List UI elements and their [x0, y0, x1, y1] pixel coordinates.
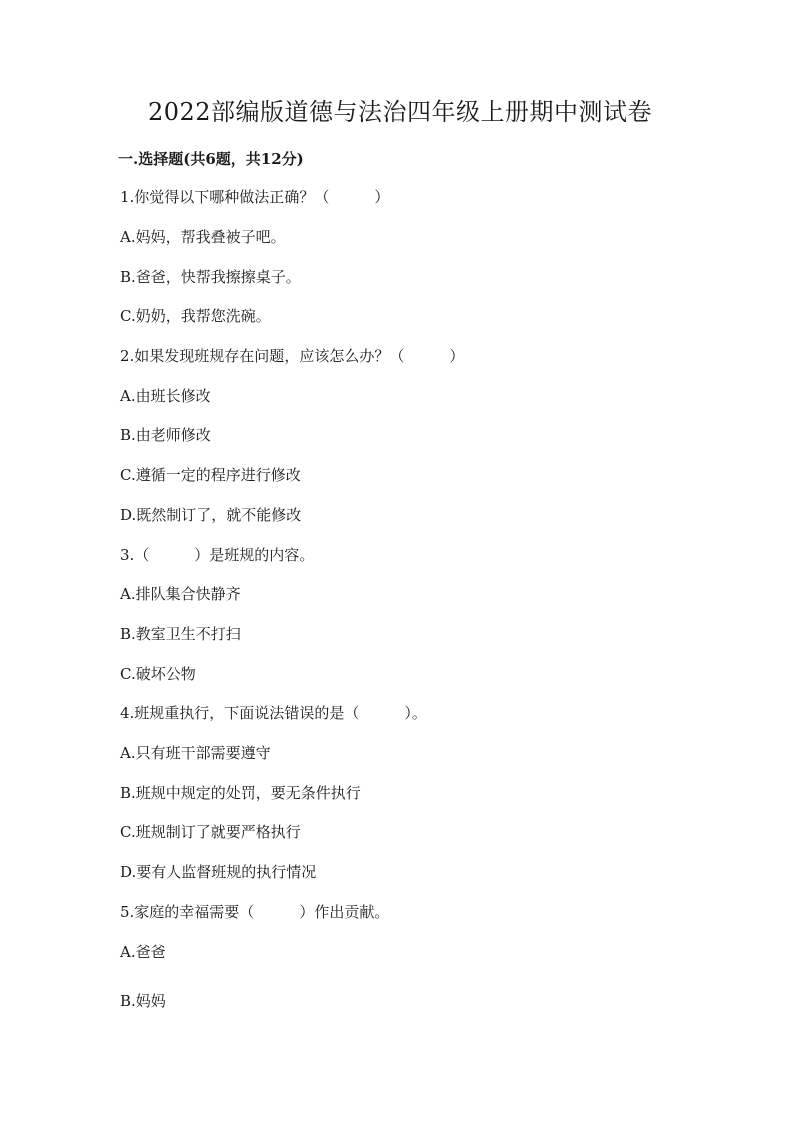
- question-3: 3.（ ）是班规的内容。: [120, 546, 315, 564]
- question-4-option-c: C.班规制订了就要严格执行: [120, 823, 301, 841]
- question-5-option-a: A.爸爸: [120, 943, 166, 961]
- question-2-option-a: A.由班长修改: [120, 387, 211, 405]
- question-2-option-d: D.既然制订了，就不能修改: [120, 506, 302, 524]
- question-3-option-b: B.教室卫生不打扫: [120, 625, 241, 643]
- question-1-option-b: B.爸爸，快帮我擦擦桌子。: [120, 268, 301, 286]
- question-4-option-a: A.只有班干部需要遵守: [120, 744, 271, 762]
- question-5: 5.家庭的幸福需要（ ）作出贡献。: [120, 903, 390, 921]
- question-2: 2.如果发现班规存在问题，应该怎么办？（ ）: [120, 347, 465, 365]
- question-1-option-c: C.奶奶，我帮您洗碗。: [120, 307, 271, 325]
- question-5-option-b: B.妈妈: [120, 992, 166, 1010]
- page-title: 2022部编版道德与法治四年级上册期中测试卷: [147, 98, 653, 126]
- question-3-option-a: A.排队集合快静齐: [120, 585, 241, 603]
- section-heading: 一.选择题(共6题，共12分): [118, 150, 304, 168]
- question-1: 1.你觉得以下哪种做法正确？（ ）: [120, 188, 390, 206]
- question-4-option-b: B.班规中规定的处罚，要无条件执行: [120, 784, 361, 802]
- question-4-option-d: D.要有人监督班规的执行情况: [120, 863, 317, 881]
- question-2-option-c: C.遵循一定的程序进行修改: [120, 466, 301, 484]
- question-4: 4.班规重执行，下面说法错误的是（ ）。: [120, 704, 427, 722]
- question-1-option-a: A.妈妈，帮我叠被子吧。: [120, 228, 286, 246]
- question-3-option-c: C.破坏公物: [120, 665, 196, 683]
- question-2-option-b: B.由老师修改: [120, 426, 211, 444]
